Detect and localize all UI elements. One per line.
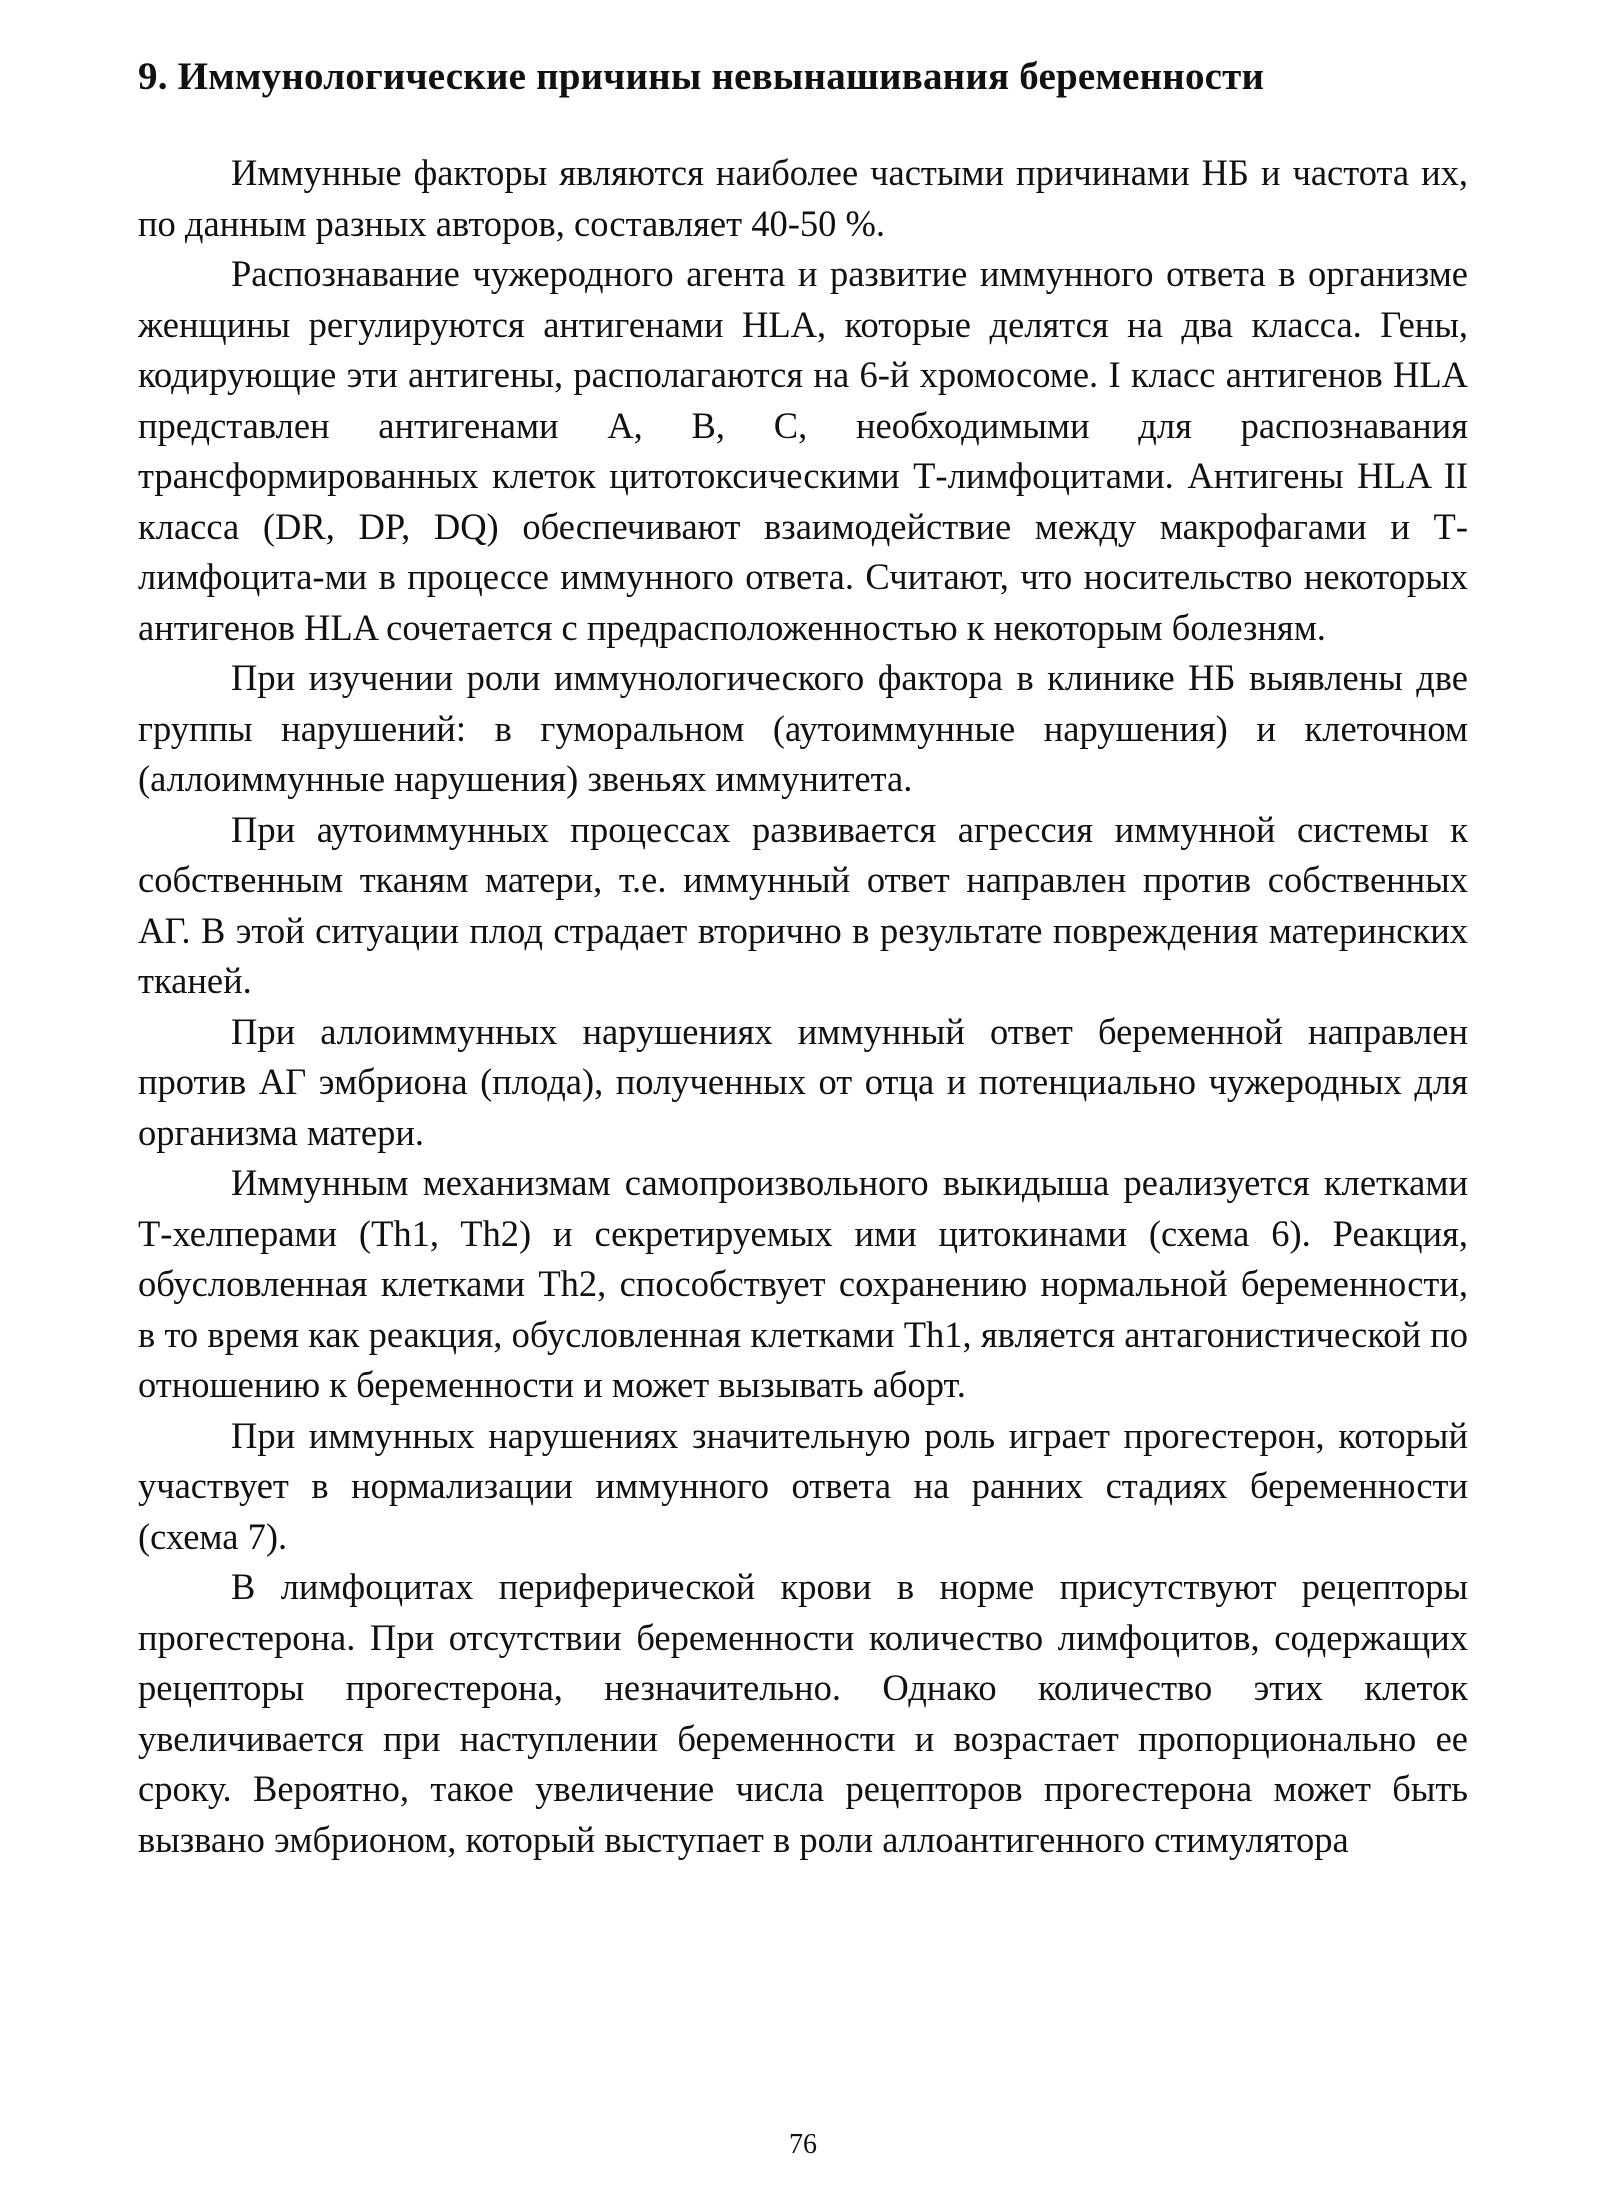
paragraph: При аллоиммунных нарушениях иммунный ответ беременной направлен против АГ эмбриона (плода), полученных от отца и потенциально чужеродных для организма матери.: [138, 1010, 1468, 1153]
paragraph: При аутоиммунных процессах развивается агрессия иммунной системы к собственным тканям матери, т.е. иммунный ответ направлен против собственных АГ. В этой ситуации плод страдает вторично в результате повреждения материнских тканей.: [138, 808, 1468, 1001]
paragraph: При изучении роли иммунологического фактора в клинике НБ выявлены две группы нарушений: в гуморальном (аутоиммунные нарушения) и клеточном (аллоиммунные нарушения) звеньях иммунитета.: [138, 657, 1468, 799]
page-number: 76: [789, 2129, 817, 2160]
paragraph: Иммунным механизмам самопроизвольного выкидыша реализуется клетками Т-хелперами (Th1, Th2) и секретируемых ими цитокинами (схема 6). Реакция, обусловленная клетками Th2, способствует сохранению нормальной беременности, в то время как реакция, обусловленная клетками Th1, является антагонистической по отношению к беременности и может вызывать аборт.: [138, 1162, 1468, 1405]
paragraph: При иммунных нарушениях значительную роль играет прогестерон, который участвует в нормализации иммунного ответа на ранних стадиях беременности (схема 7).: [138, 1414, 1468, 1557]
paragraph: Иммунные факторы являются наиболее частыми причинами НБ и частота их, по данным разных авторов, составляет 40-50 %.: [138, 152, 1468, 244]
paragraph: Распознавание чужеродного агента и развитие иммунного ответа в организме женщины регулируются антигенами HLA, которые делятся на два класса. Гены, кодирующие эти антигены, располагаются на 6-й хромосоме. I класс антигенов HLA представлен антигенами А, В, С, необходимыми для распознавания трансформированных клеток цитотоксическими Т-лимфоцитами. Антигены HLA II класса (DR, DP, DQ) обеспечивают взаимодействие между макрофагами и Т-лимфоцита-ми в процессе иммунного ответа. Считают, что носительство некоторых антигенов HLA сочетается с предрасположенностью к некоторым болезням.: [138, 253, 1468, 648]
document-page: [138, 52, 1468, 2172]
body-text: [138, 148, 1468, 1865]
section-heading: 9. Иммунологические причины невынашивания беременности: [138, 55, 1265, 98]
paragraph: В лимфоцитах периферической крови в норме присутствуют рецепторы прогестерона. При отсутствии беременности количество лимфоцитов, содержащих рецепторы прогестерона, незначительно. Однако количество этих клеток увеличивается при наступлении беременности и возрастает пропорционально ее сроку. Вероятно, такое увеличение числа рецепторов прогестерона может быть вызвано эмбрионом, который выступает в роли аллоантигенного стимулятора: [138, 1566, 1468, 1860]
